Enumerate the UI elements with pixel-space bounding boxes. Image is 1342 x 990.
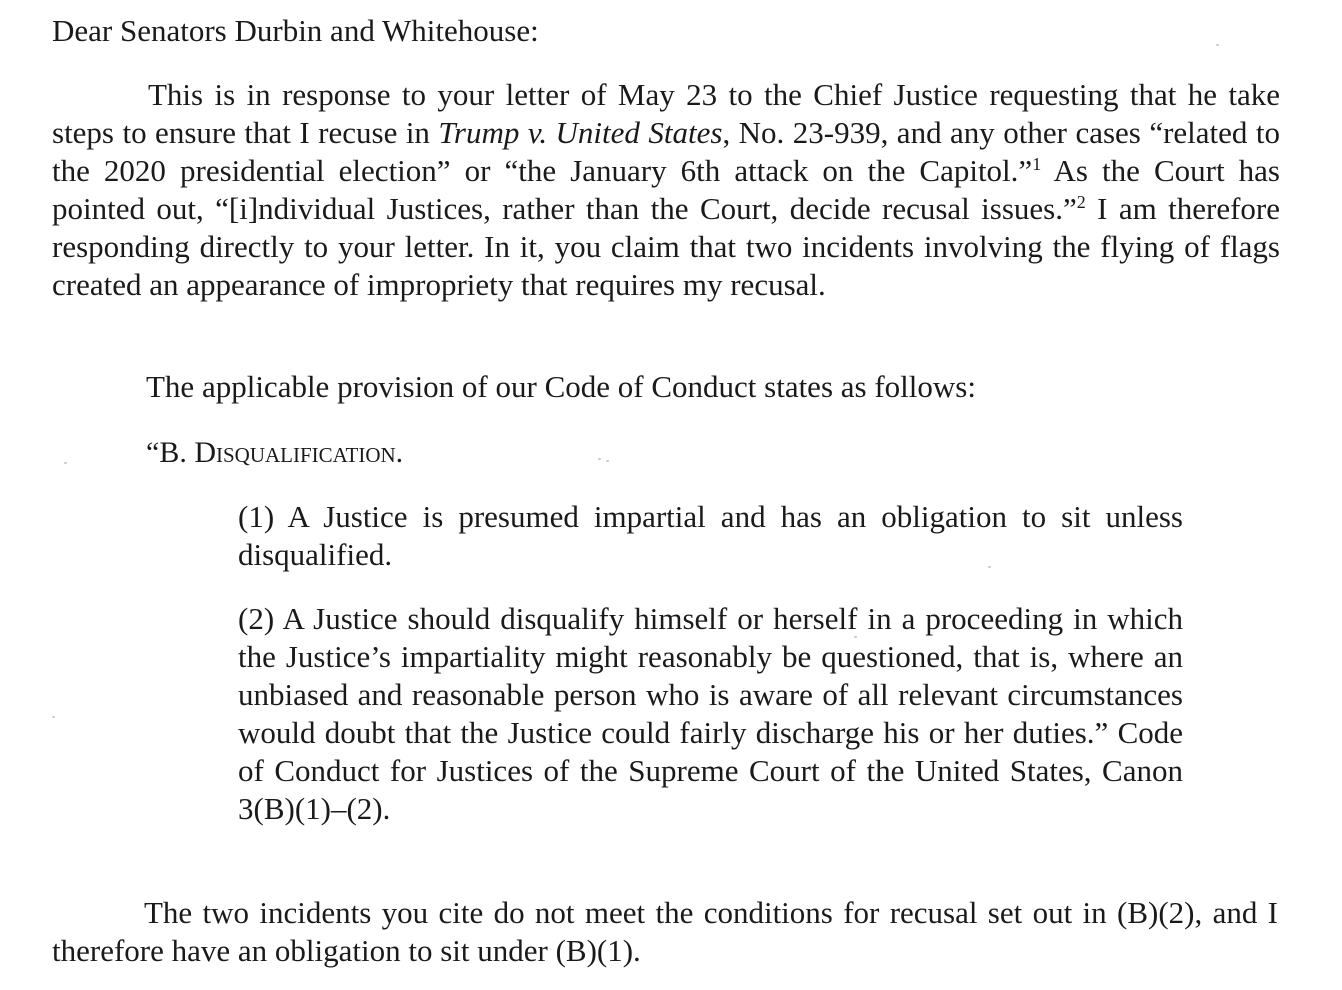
canon-item-2: (2) A Justice should disqualify himself or herself in a proceeding in which the Justice’s impartiality might reasonably be questioned, that is, where an unbiased and reasonable person who is aware of all relevant circumstances would doubt that the Justice could fairly discharge his or her duties.” Code of Conduct for Justices of the Supreme Court of the United States, Canon 3(B)(1)–(2). [238,601,1183,826]
scan-speck [606,460,609,462]
paragraph-code-intro: The applicable provision of our Code of Conduct states as follows: [146,369,976,404]
paragraph-response-text-a: This is in response to your letter of May 23 to the Chief Justice requesting that he take steps to ensure that I recuse in [52,77,1280,150]
scan-speck [64,462,67,464]
salutation: Dear Senators Durbin and Whitehouse: [52,13,539,48]
scan-speck [598,458,601,460]
paragraph-response-text-d: I am therefore responding directly to your letter. In it, you claim that two incidents involving the flying of flags created an appearance of impropriety that requires my recusal. [52,191,1280,302]
scan-speck [52,716,55,718]
section-heading [146,434,846,472]
paragraph-conclusion: The two incidents you cite do not meet the conditions for recusal set out in (B)(2), and I therefore have an obligation to sit under (B)(1). [52,895,1278,968]
paragraph-response-text-c: As the Court has pointed out, “[i]ndividual Justices, rather than the Court, decide recusal issues.” [52,153,1280,226]
section-heading-title: Disqualification [194,436,396,469]
section-heading-prefix: “B. [146,436,195,469]
scan-speck [1216,44,1219,46]
scan-speck [988,566,991,568]
paragraph-response [52,76,1280,304]
case-name: Trump v. United States [438,115,723,150]
footnote-marker-1: 1 [1032,154,1042,174]
section-heading-suffix: . [395,436,404,469]
canon-item-1: (1) A Justice is presumed impartial and has an obligation to sit unless disqualified. [238,499,1183,572]
footnote-marker-2: 2 [1076,192,1086,212]
scan-speck [854,636,857,638]
paragraph-response-text-b: , No. 23-939, and any other cases “related to the 2020 presidential election” or “the January 6th attack on the Capitol.” [52,115,1280,188]
